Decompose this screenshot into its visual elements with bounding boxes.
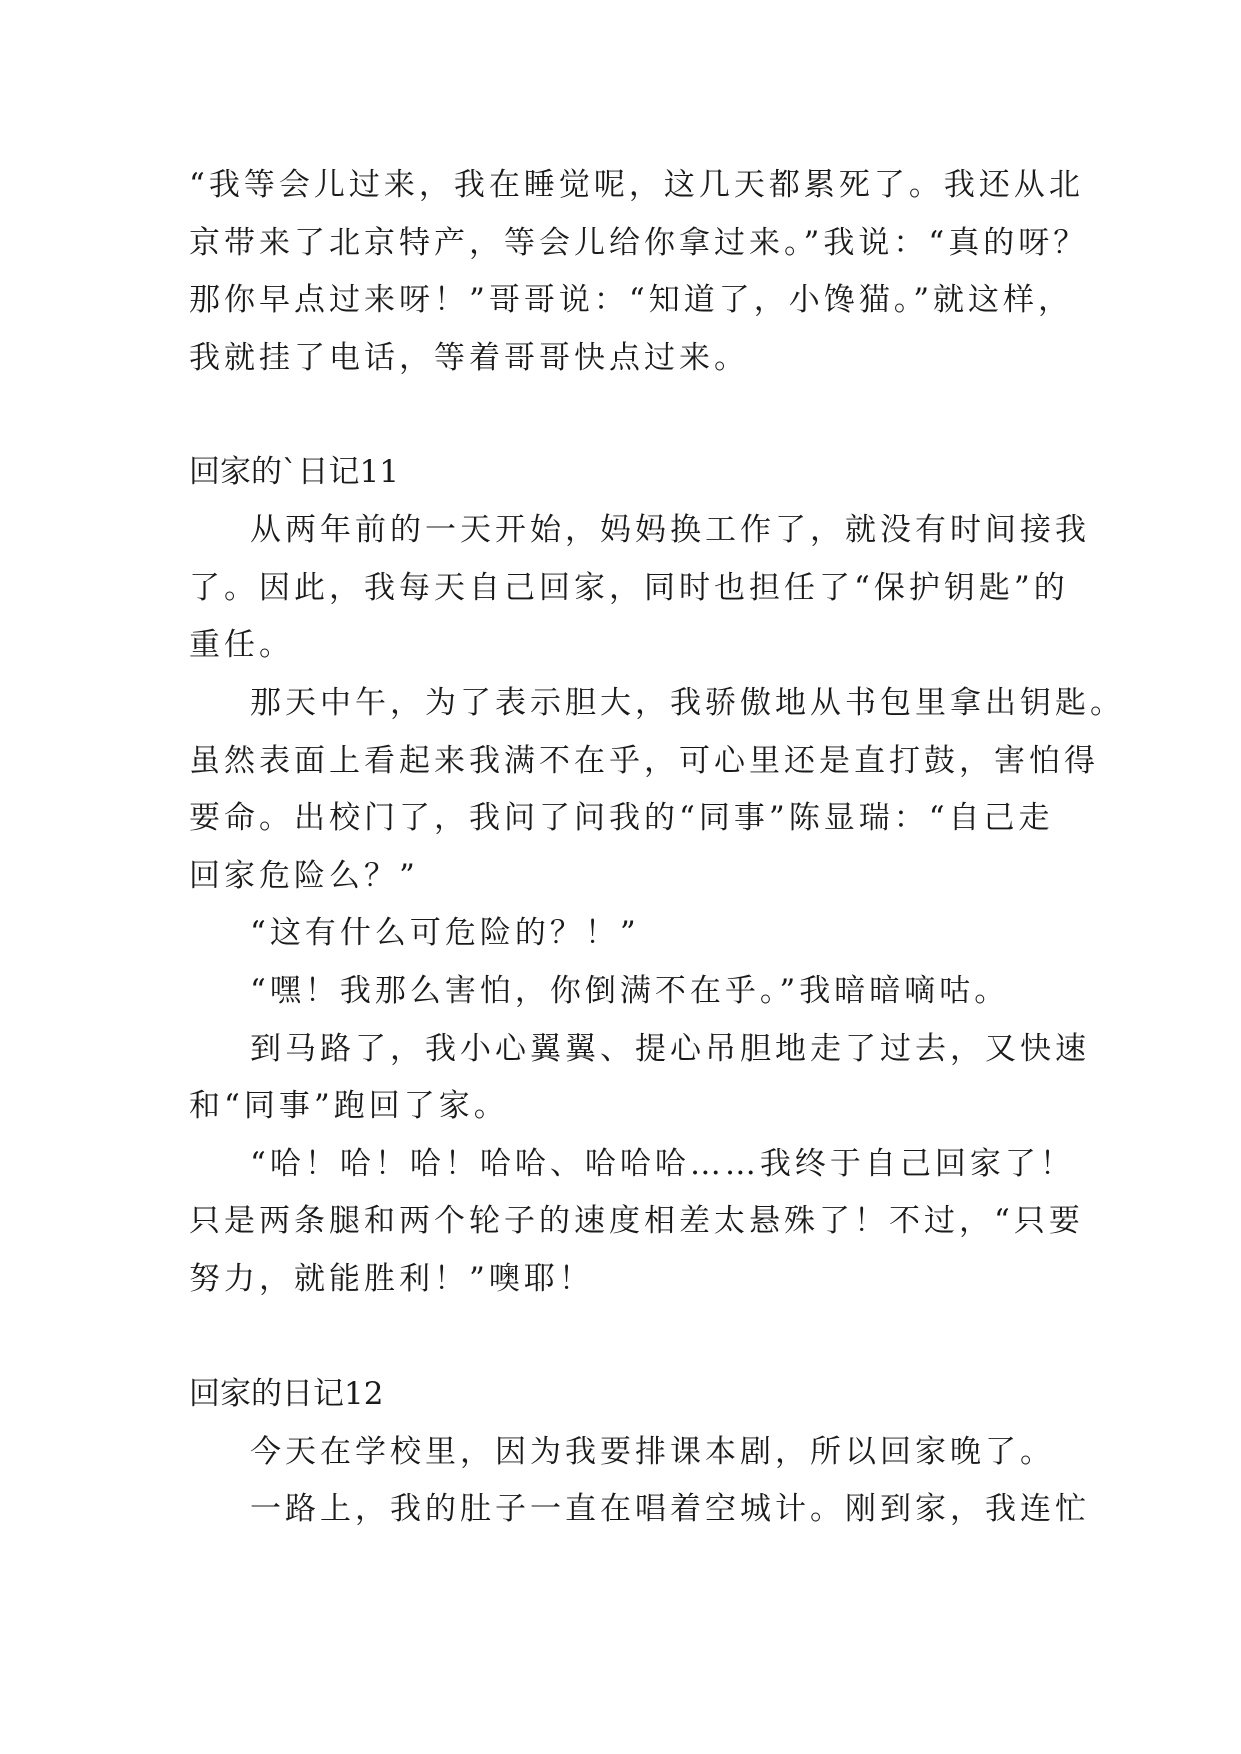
body-line: “哈！哈！哈！哈哈、哈哈哈……我终于自己回家了！ <box>250 1146 1075 1182</box>
body-line: 一路上，我的肚子一直在唱着空城计。刚到家，我连忙 <box>250 1491 1090 1527</box>
body-line: 了。因此，我每天自己回家，同时也担任了“保护钥匙”的 <box>189 570 1069 606</box>
body-line: 虽然表面上看起来我满不在乎，可心里还是直打鼓，害怕得 <box>189 743 1099 779</box>
body-line: 重任。 <box>189 627 294 663</box>
body-line: 我就挂了电话，等着哥哥快点过来。 <box>189 340 749 376</box>
section-heading: 回家的日记12 <box>189 1376 384 1412</box>
body-line: 京带来了北京特产，等会儿给你拿过来。”我说：“真的呀？ <box>189 225 1089 261</box>
body-line: 努力，就能胜利！”噢耶！ <box>189 1261 594 1297</box>
body-line: 回家危险么？” <box>189 858 419 894</box>
body-line: 和“同事”跑回了家。 <box>189 1088 509 1124</box>
body-line: 从两年前的一天开始，妈妈换工作了，就没有时间接我 <box>250 512 1090 548</box>
body-line: 到马路了，我小心翼翼、提心吊胆地走了过去，又快速 <box>250 1031 1090 1067</box>
body-line: 那你早点过来呀！”哥哥说：“知道了，小馋猫。”就这样， <box>189 282 1074 318</box>
body-line: 那天中午，为了表示胆大，我骄傲地从书包里拿出钥匙。 <box>250 685 1125 721</box>
body-line: “嘿！我那么害怕，你倒满不在乎。”我暗暗嘀咕。 <box>250 973 1010 1009</box>
section-heading: 回家的`日记11 <box>189 454 399 490</box>
body-line: “这有什么可危险的？！” <box>250 915 640 951</box>
body-line: 只是两条腿和两个轮子的速度相差太悬殊了！不过，“只要 <box>189 1203 1084 1239</box>
body-line: “我等会儿过来，我在睡觉呢，这几天都累死了。我还从北 <box>189 167 1084 203</box>
body-line: 今天在学校里，因为我要排课本剧，所以回家晚了。 <box>250 1434 1055 1470</box>
body-line: 要命。出校门了，我问了问我的“同事”陈显瑞：“自己走 <box>189 800 1054 836</box>
